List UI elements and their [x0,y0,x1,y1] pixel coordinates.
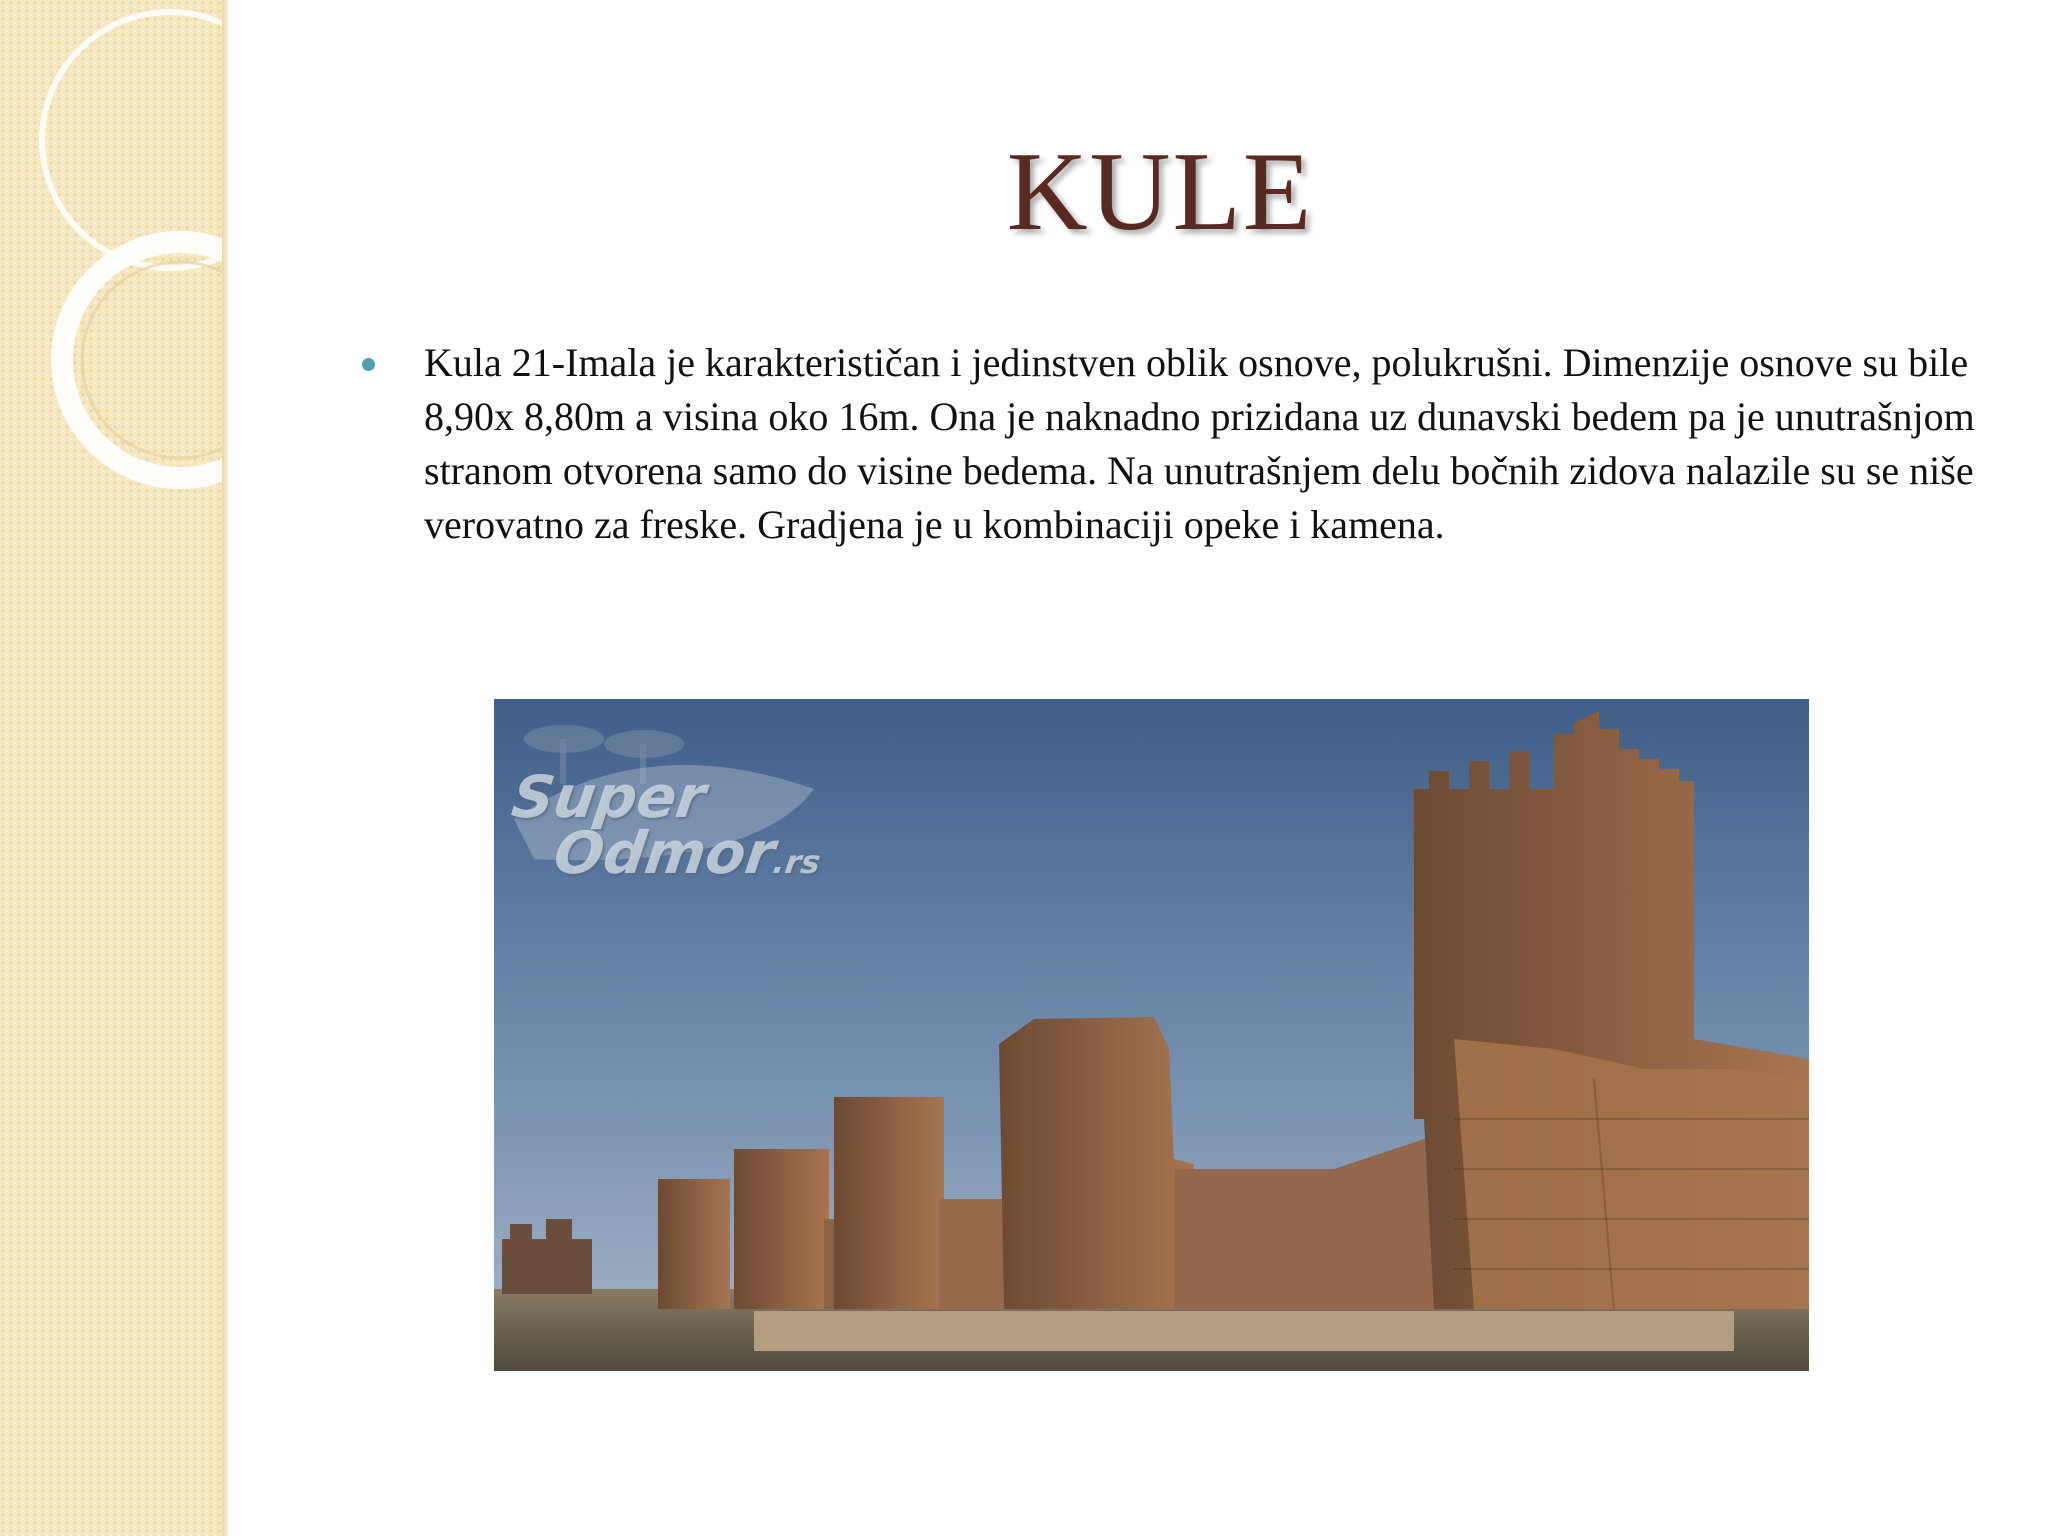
bullet-text: Kula 21-Imala je karakterističan i jedinstven oblik osnove, polukrušni. Dimenzije osnove su bile 8,90x 8,80m a visina oko 16m. Ona je naknadno prizidana uz dunavski bedem pa je unutrašnjom stranom otvorena samo do visine bedema. Na unutrašnjem delu bočnih zidova nalazile su se niše verovatno za freske. Gradjena je u kombinaciji opeke i kamena. [424,340,1975,547]
tower-2 [734,1149,829,1309]
watermark-line2 [499,819,825,890]
watermark-line1: Super [507,763,710,831]
photo-watermark [499,763,833,890]
tower-1 [658,1179,730,1309]
path [754,1311,1734,1351]
watermark-suffix: .rs [770,843,823,881]
slide-content [356,336,1976,552]
bullet-dot-icon [362,358,375,371]
bullet-list [356,336,1976,552]
decorative-sidebar [0,0,228,1536]
fortress-photo [494,699,1809,1371]
tower-3 [834,1097,944,1309]
bullet-item [356,336,1976,552]
sidebar-edge [222,0,228,1536]
slide-title: KULE [1006,130,1314,254]
decorative-circles [0,0,228,520]
watermark-word: Odmor [549,819,780,887]
tower-4 [999,1017,1194,1309]
